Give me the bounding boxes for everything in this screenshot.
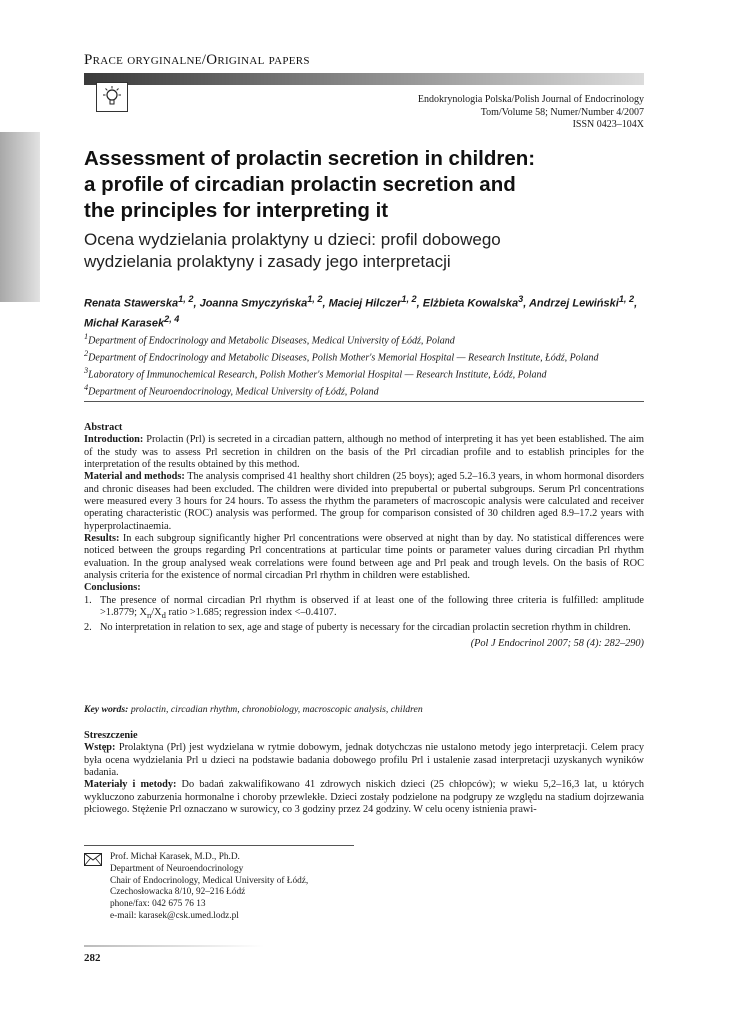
author-name: Maciej Hilczer [328,297,402,310]
affiliations [84,331,644,399]
keywords: Key words: prolactin, circadian rhythm, chronobiology, macroscopic analysis, children [84,704,423,715]
streszczenie-wstep: Wstęp: Prolaktyna (Prl) jest wydzielana w rytmie dobowym, jednak dotychczas nie ustalono metody jego interpretacji. Celem pracy była ocena wydzielania Prl u dzieci na podstawie badania dobowego profilu Prl i ustalenie zasad interpretacji uzyskanych wyników badania. [84,742,644,779]
page-number: 282 [84,952,101,964]
abstract-methods: Material and methods: The analysis comprised 41 healthy short children (25 boys); aged 5.2–16.3 years, in whom hormonal disorders and chronic diseases had been excluded. The children were divided into prepubertal or pubertal subgroups. Serum Prl concentrations were measured every 3 hours for 24 hours. To assess the rhythm the parameters of macroscopic analysis were calculated and receiver operating characteristic (ROC) analysis was performed. The group for comparison consisted of 30 children aged 8.9–17.2 years with hyperprolactinaemia. [84,471,644,532]
abstract-conclusions-heading: Conclusions: [84,582,141,594]
author-name: Andrzej Lewiński [528,297,619,310]
affiliation: $^4$Department of Neuroendocrinology, Medical University of Łódź, Poland [84,382,379,398]
abstract-intro: Introduction: Prolactin (Prl) is secreted in a circadian pattern, although no method of interpreting it has yet been established. The aim of the study was to assess Prl secretion in children on the basis of the Prl circadian profile and to establish principles for the interpretation of the results obtained by this method. [84,434,644,471]
list-item: 2. No interpretation in relation to sex, age and stage of puberty is necessary for the circadian prolactin secretion rhythm in children. [84,621,631,633]
correspondence-divider [84,845,354,846]
journal-line: Endokrynologia Polska/Polish Journal of Endocrinology [417,94,644,105]
lightbulb-icon [96,82,128,112]
divider [84,401,644,402]
envelope-icon [84,853,102,866]
section-label: Prace oryginalne/Original papers [84,52,310,68]
affiliation: $^3$Laboratory of Immunochemical Research, Polish Mother's Memorial Hospital — Research Institute, Łódź, Poland [84,365,547,381]
footer-divider [84,945,264,947]
journal-line: ISSN 0423–104X [572,119,644,130]
article-subtitle: Ocena wydzielania prolaktyny u dzieci: profil dobowego wydzielania prolaktyny i zasady jego interpretacji [84,230,501,271]
streszczenie [84,730,644,816]
affiliation: $^1$Department of Endocrinology and Metabolic Diseases, Medical University of Łódź, Poland [84,332,455,347]
author-name: Renata Stawerska [84,297,179,310]
affiliation: $^2$Department of Endocrinology and Metabolic Diseases, Polish Mother's Memorial Hospital — Research Institute, Łódź, Poland [84,348,599,364]
author-list: Renata Stawerska$^{1, 2}$, Joanna Smyczyńska$^{1, 2}$, Maciej Hilczer$^{1, 2}$, Elżbieta Kowalska$^3$, Andrzej Lewiński$^{1, 2}$, Michał Karasek$^{2, 4}$ [84,294,638,330]
list-item: 1. The presence of normal circadian Prl rhythm is observed if at least one of the following three criteria is fulfilled: amplitude >1.8779; $X_n/X_d$ ratio >1.685; regression index <–0.4107. [84,594,644,621]
abstract-heading: Abstract [84,422,123,433]
author-name: Michał Karasek [84,317,165,330]
correspondence-address: Prof. Michał Karasek, M.D., Ph.D. Department of Neuroendocrinology Chair of Endocrinology, Medical University of Łódź, Czechosłowacka 8/10, 92–216 Łódź phone/fax: 042 675 76 13 e-mail: karasek@csk.umed.lodz.pl [110,852,309,921]
citation: (Pol J Endocrinol 2007; 58 (4): 282–290) [470,637,644,649]
abstract [84,422,644,650]
journal-line: Tom/Volume 58; Numer/Number 4/2007 [480,106,644,118]
streszczenie-heading: Streszczenie [84,730,138,741]
article-title: Assessment of prolactin secretion in children: a profile of circadian prolactin secretion and the principles for interpreting it [84,147,536,222]
email-link[interactable]: e-mail: karasek@csk.umed.lodz.pl [110,910,239,921]
abstract-results: Results: In each subgroup significantly higher Prl concentrations were observed at night than by day. No statistical differences were noticed between the groups regarding Prl concentrations at particular time points or parameter values during circadian Prl rhythm evaluation. In the group analysed weak correlations were found between age and Prl peak and trough levels. On the basis of ROC analysis criteria for the existence of normal circadian Prl rhythm in children were established. [84,533,644,582]
side-tab-decoration [0,132,40,302]
author-name: Elżbieta Kowalska [422,297,519,310]
streszczenie-materialy: Materiały i metody: Do badań zakwalifikowano 41 zdrowych niskich dzieci (25 chłopców); w wieku 5,2–16,3 lat, u których wykluczono zaburzenia hormonalne i choroby przewlekłe. Dzieci zostały podzielone na podgrupy ze względu na stadium dojrzewania płciowego. Stężenie Prl oznaczano w surowicy, co 3 godziny przez 24 godziny. W celu oceny istnienia prawi- [84,779,644,816]
journal-info [418,94,644,132]
author-name: Joanna Smyczyńska [199,297,308,310]
header-bar [84,73,644,85]
